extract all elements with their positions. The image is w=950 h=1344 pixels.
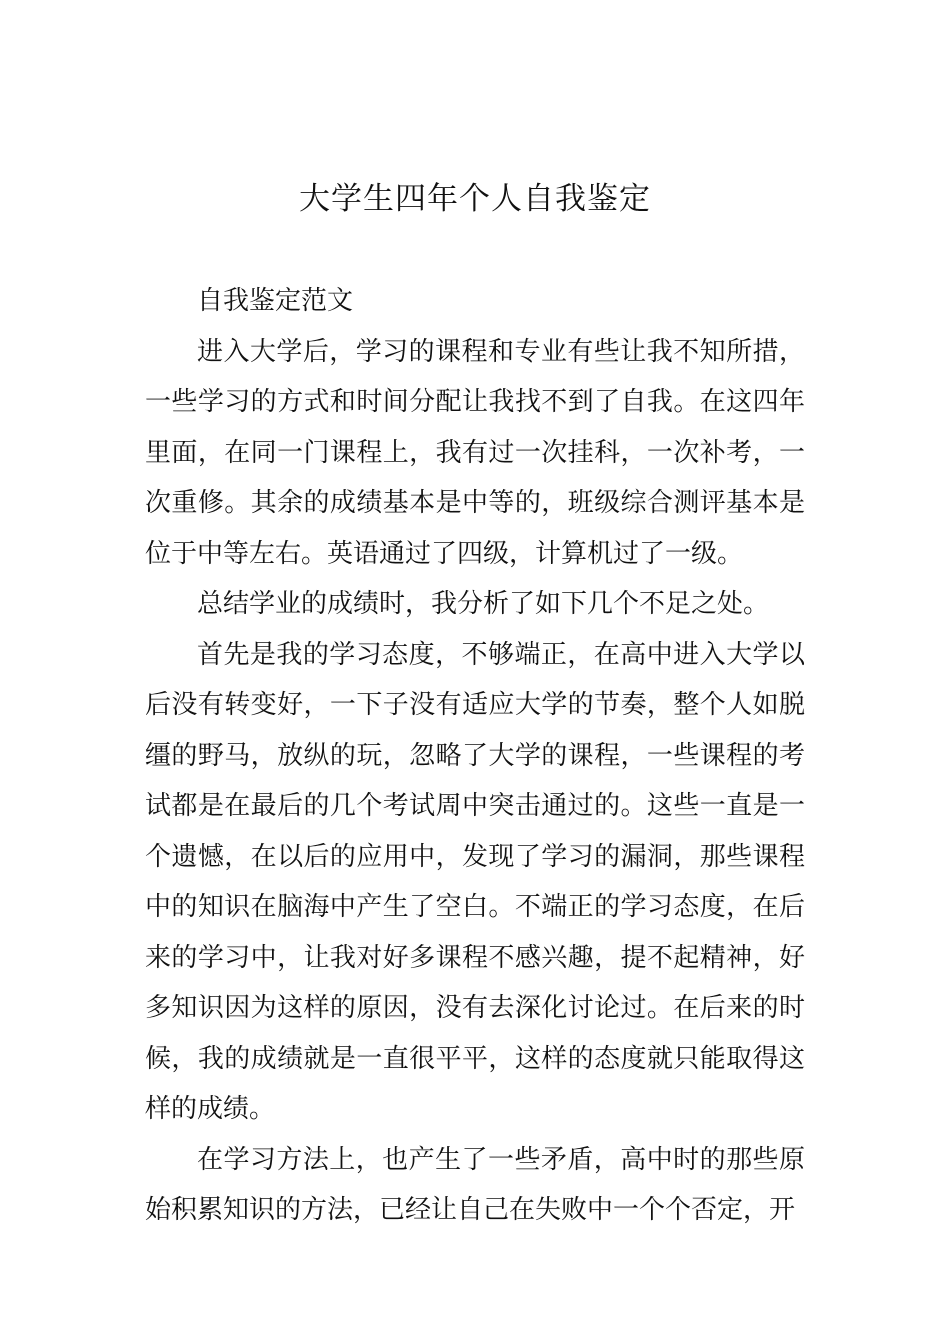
paragraph-heading: 自我鉴定范文: [197, 286, 354, 316]
paragraph: 首先是我的学习态度，不够端正，在高中进入大学以后没有转变好，一下子没有适应大学的节奏，整个人如脱缰的野马，放纵的玩，忽略了大学的课程，一些课程的考试都是在最后的几个考试周中突击通过的。这些一直是一个遗憾，在以后的应用中，发现了学习的漏洞，那些课程中的知识在脑海中产生了空白。不端正的学习态度，在后来的学习中，让我对好多课程不感兴趣，提不起精神，好多知识因为这样的原因，没有去深化讨论过。在后来的时候，我的成绩就是一直很平平，这样的态度就只能取得这样的成绩。: [145, 639, 805, 1124]
document-title: 大学生四年个人自我鉴定: [299, 181, 651, 217]
paragraph: 在学习方法上，也产生了一些矛盾，高中时的那些原始积累知识的方法，已经让自己在失败中一个个否定，开: [145, 1144, 805, 1225]
paragraph: 总结学业的成绩时，我分析了如下几个不足之处。: [197, 589, 770, 619]
paragraph: 进入大学后，学习的课程和专业有些让我不知所措，一些学习的方式和时间分配让我找不到了自我。在这四年里面，在同一门课程上，我有过一次挂科，一次补考，一次重修。其余的成绩基本是中等的，班级综合测评基本是位于中等左右。英语通过了四级，计算机过了一级。: [145, 336, 805, 569]
document-body: [145, 276, 805, 1236]
